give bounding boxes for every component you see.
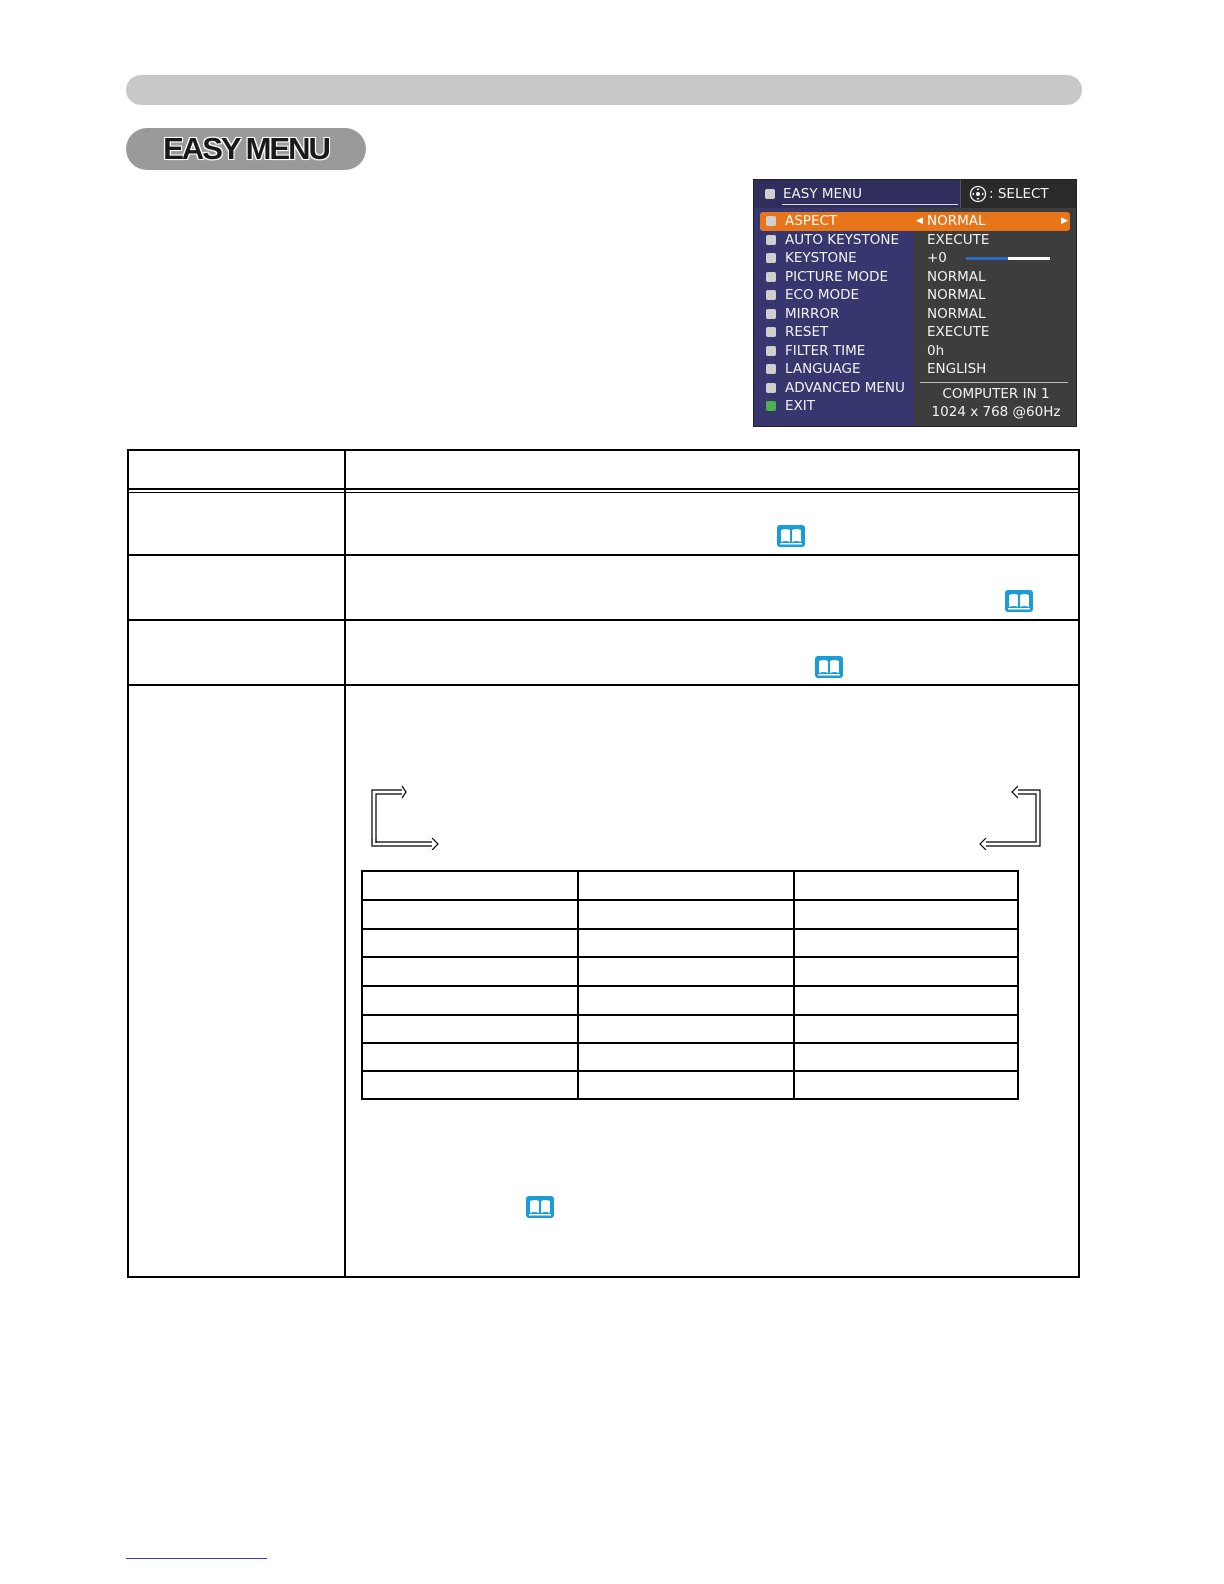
picture-mode-icon <box>766 272 776 282</box>
keystone-slider[interactable] <box>966 257 1050 260</box>
aspect-icon <box>766 216 776 226</box>
osd-item-value: 0h <box>927 342 945 359</box>
osd-select-hint <box>960 180 1077 208</box>
inner-table-row-divider <box>363 928 1017 930</box>
osd-item-exit[interactable] <box>754 397 914 416</box>
table-row-divider <box>129 554 1078 556</box>
osd-item-label: LANGUAGE <box>785 361 861 378</box>
keystone-icon <box>766 253 776 263</box>
osd-source: COMPUTER IN 1 <box>942 386 1050 402</box>
osd-item-label: RESET <box>785 324 829 341</box>
osd-title: EASY MENU <box>783 186 863 202</box>
book-icon[interactable] <box>1005 590 1033 612</box>
osd-item-keystone[interactable] <box>754 249 1077 268</box>
inner-table-header-divider <box>363 899 1017 901</box>
osd-item-value: EXECUTE <box>927 231 990 248</box>
language-icon <box>766 364 776 374</box>
osd-item-picture-mode[interactable] <box>754 268 1077 287</box>
book-icon[interactable] <box>815 656 843 678</box>
osd-divider <box>920 382 1068 383</box>
book-icon[interactable] <box>777 525 805 547</box>
table-header-divider-inner <box>129 492 1078 493</box>
osd-title-underline <box>782 204 958 205</box>
osd-item-auto-keystone[interactable] <box>754 231 1077 250</box>
osd-item-value: +0 <box>927 250 947 267</box>
osd-item-reset[interactable] <box>754 323 1077 342</box>
mirror-icon <box>766 309 776 319</box>
osd-item-label: PICTURE MODE <box>785 268 889 285</box>
section-title-badge <box>126 128 366 170</box>
inner-table-row-divider <box>363 1042 1017 1044</box>
filter-time-icon <box>766 346 776 356</box>
cycle-arrow-right-icon <box>976 780 1046 850</box>
osd-item-label: KEYSTONE <box>785 250 857 267</box>
header-bar <box>126 75 1082 105</box>
inner-table-row-divider <box>363 985 1017 987</box>
inner-table-row-divider <box>363 956 1017 958</box>
osd-item-value: NORMAL <box>927 213 986 230</box>
osd-easy-menu-screenshot <box>753 179 1077 427</box>
menu-icon <box>765 189 775 199</box>
osd-item-label: ADVANCED MENU <box>785 379 905 396</box>
osd-item-label: EXIT <box>785 398 816 415</box>
table-header-divider <box>129 488 1078 490</box>
cycle-arrow-left-icon <box>366 780 444 850</box>
table-row-divider <box>129 684 1078 686</box>
osd-item-advanced-menu[interactable] <box>754 379 914 398</box>
osd-item-label: ECO MODE <box>785 287 860 304</box>
inner-table-row-divider <box>363 1070 1017 1072</box>
table-column-divider <box>344 451 346 1276</box>
osd-title-row <box>765 186 862 202</box>
osd-item-value: NORMAL <box>927 305 986 322</box>
osd-select-label: : SELECT <box>989 186 1049 202</box>
osd-item-mirror[interactable] <box>754 305 1077 324</box>
osd-item-label: ASPECT <box>785 213 838 230</box>
advanced-menu-icon <box>766 383 776 393</box>
osd-item-value: EXECUTE <box>927 324 990 341</box>
osd-item-label: FILTER TIME <box>785 342 866 359</box>
osd-item-language[interactable] <box>754 360 1077 379</box>
osd-item-label: MIRROR <box>785 305 840 322</box>
select-dpad-icon <box>969 185 987 203</box>
section-title: EASY MENU <box>163 131 329 166</box>
keystone-slider-fill <box>966 257 1008 260</box>
arrow-left-icon: ◀ <box>916 216 923 227</box>
auto-keystone-icon <box>766 235 776 245</box>
osd-item-eco-mode[interactable] <box>754 286 1077 305</box>
table-row-divider <box>129 619 1078 621</box>
osd-item-filter-time[interactable] <box>754 342 1077 361</box>
osd-item-label: AUTO KEYSTONE <box>785 231 899 248</box>
arrow-right-icon: ▶ <box>1061 216 1068 227</box>
osd-resolution: 1024 x 768 @60Hz <box>931 404 1061 420</box>
book-icon[interactable] <box>526 1196 554 1218</box>
reset-icon <box>766 327 776 337</box>
inner-table-row-divider <box>363 1014 1017 1016</box>
osd-item-aspect[interactable] <box>760 212 1070 231</box>
aspect-mode-table <box>361 870 1019 1100</box>
osd-item-value: NORMAL <box>927 268 986 285</box>
menu-description-table <box>127 449 1080 1278</box>
osd-item-value: NORMAL <box>927 287 986 304</box>
eco-mode-icon <box>766 290 776 300</box>
page-footer-line <box>126 1558 267 1559</box>
exit-icon <box>766 401 776 411</box>
osd-item-value: ENGLISH <box>927 361 987 378</box>
